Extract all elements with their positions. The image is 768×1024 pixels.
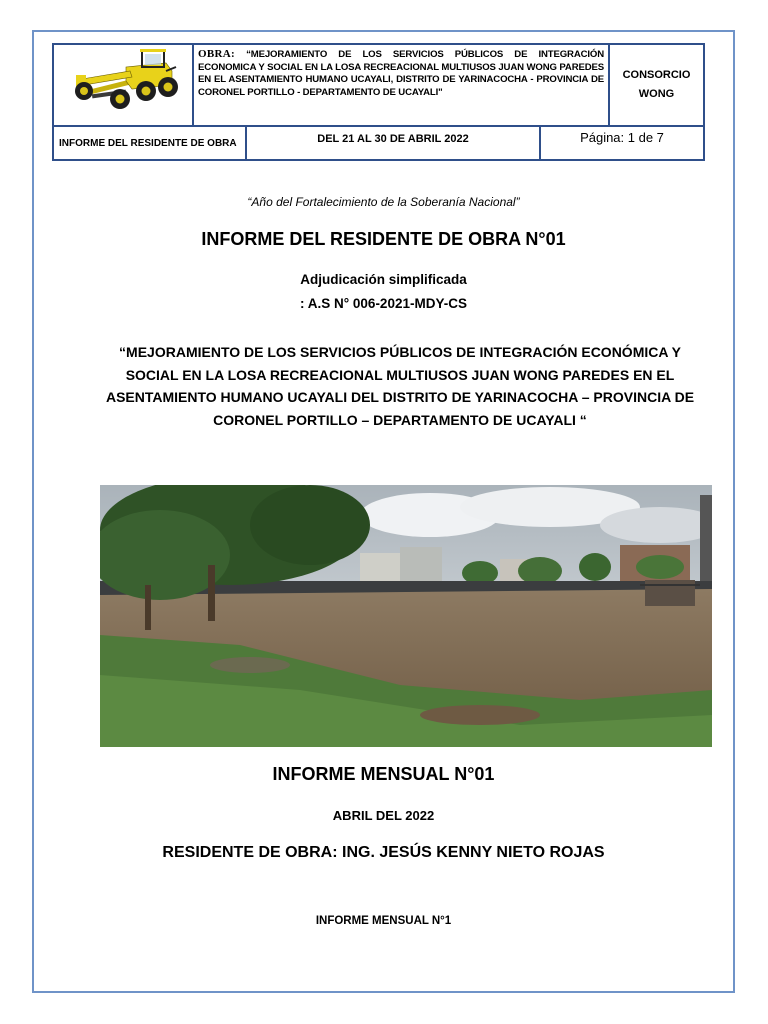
page-number: Página: 1 de 7 (580, 130, 664, 145)
document-title: INFORME DEL RESIDENTE DE OBRA N°01 (201, 229, 566, 249)
project-name: “MEJORAMIENTO DE LOS SERVICIOS PÚBLICOS DE INTEGRACIÓN ECONÓMICA Y SOCIAL EN LA LOSA RECREACIONAL MULTIUSOS JUAN WONG PAREDES EN EL ASENTAMIENTO HUMANO UCAYALI DEL DISTRITO DE YARINACOCHA – PROVINCIA DE CORONEL PORTILLO – DEPARTAMENTO DE UCAYALI “ (105, 344, 695, 428)
report-month: ABRIL DEL 2022 (332, 808, 435, 823)
period-cell (247, 127, 541, 159)
report-label-cell (54, 127, 247, 159)
project-header-cell (194, 45, 610, 127)
obra-text: “MEJORAMIENTO DE LOS SERVICIOS PÚBLICOS DE INTEGRACIÓN ECONOMICA Y SOCIAL EN LA LOSA RECREACIONAL MULTIUSOS JUAN WONG PAREDES EN EL ASENTAMIENTO HUMANO UCAYALI, DISTRITO DE YARINACOCHA - PROVINCIA DE CORONEL PORTILLO - DEPARTAMENTO DE UCAYALI" (198, 49, 604, 98)
header-table (52, 43, 705, 161)
page-cell (541, 127, 703, 159)
adjudication-label: Adjudicación simplificada (300, 272, 467, 287)
consortium-cell (610, 45, 703, 127)
report-title: INFORME MENSUAL N°01 (272, 764, 495, 784)
motor-grader-icon (54, 45, 190, 123)
report-period: DEL 21 AL 30 DE ABRIL 2022 (317, 133, 469, 145)
adjudication-number: : A.S N° 006-2021-MDY-CS (300, 296, 467, 311)
site-photo (100, 485, 712, 747)
resident-name: RESIDENTE DE OBRA: ING. JESÚS KENNY NIETO ROJAS (162, 844, 605, 861)
year-motto: “Año del Fortalecimiento de la Soberanía Nacional” (247, 195, 520, 209)
consortium-name: CONSORCIO WONG (622, 69, 691, 100)
footer-label: INFORME MENSUAL N°1 (315, 915, 452, 927)
report-label: INFORME DEL RESIDENTE DE OBRA (59, 137, 237, 149)
logo-cell (54, 45, 194, 127)
obra-label: OBRA: (198, 48, 235, 60)
